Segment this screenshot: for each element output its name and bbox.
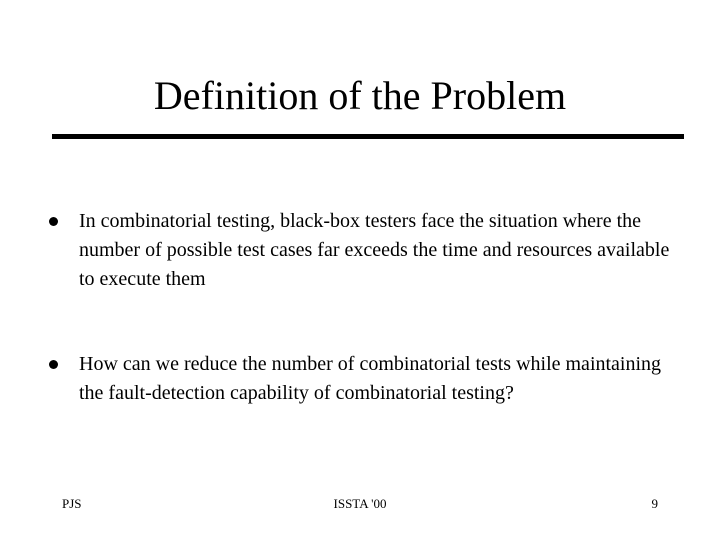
- footer-author: PJS: [62, 496, 82, 511]
- slide-title: Definition of the Problem: [153, 73, 567, 118]
- bullet-dot-icon: [49, 360, 58, 369]
- footer-conference: ISSTA '00: [333, 496, 387, 511]
- bullet-text: How can we reduce the number of combinatorial tests while maintaining the fault-detection capability of combinatorial testing?: [79, 353, 662, 404]
- footer-page-number: 9: [651, 496, 658, 511]
- bullet-text: In combinatorial testing, black-box testers face the situation where the number of possible test cases far exceeds the time and resources available to execute them: [79, 210, 670, 290]
- bullet-dot-icon: [49, 217, 58, 226]
